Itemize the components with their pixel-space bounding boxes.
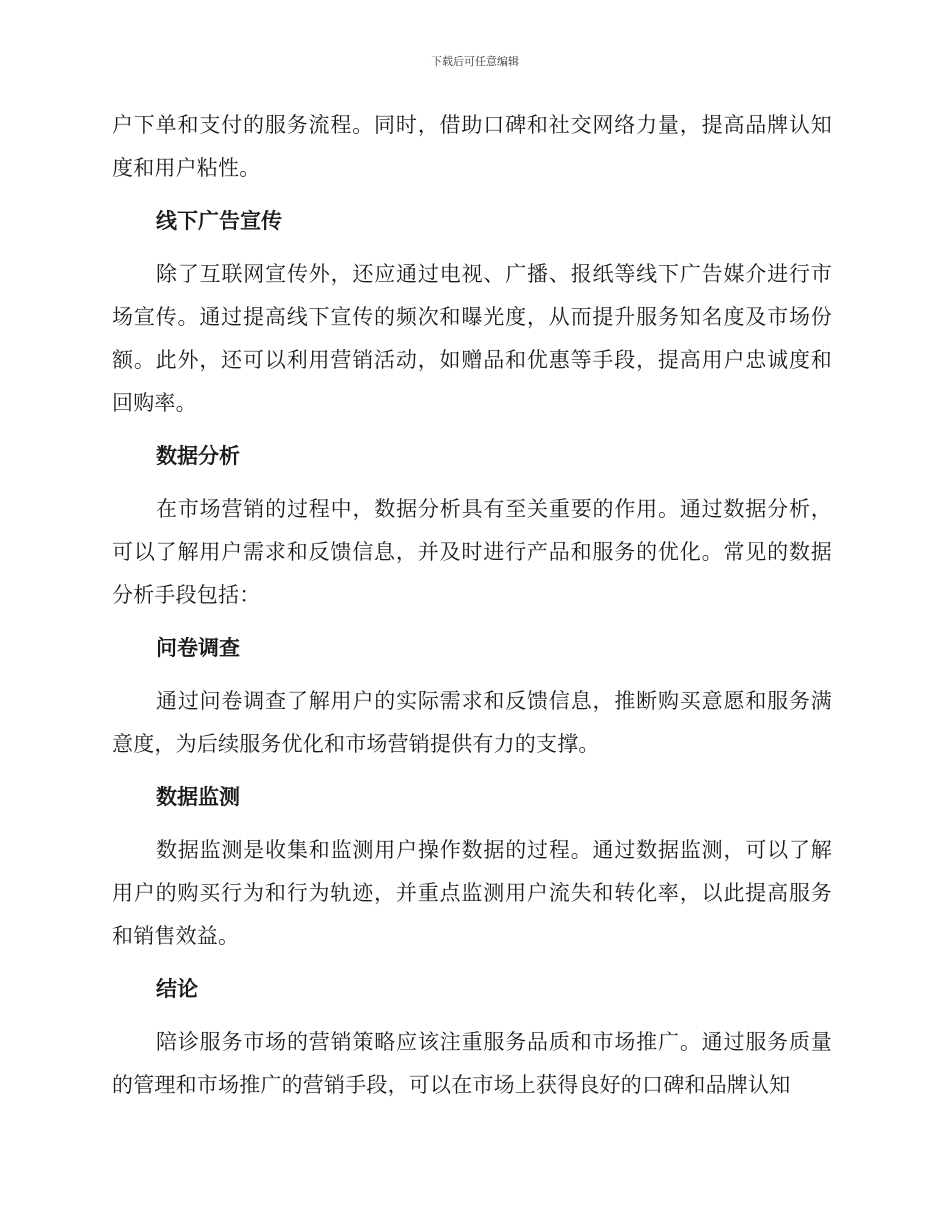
paragraph-offline-advertising: 除了互联网宣传外，还应通过电视、广播、报纸等线下广告媒介进行市场宣传。通过提高线下宣传的频次和曝光度，从而提升服务知名度及市场份额。此外，还可以利用营销活动，如赠品和优惠等手段，提高用户忠诚度和回购率。 [112,262,832,415]
heading-questionnaire: 问卷调查 [156,636,240,660]
paragraph-data-analysis: 在市场营销的过程中，数据分析具有至关重要的作用。通过数据分析，可以了解用户需求和反馈信息，并及时进行产品和服务的优化。常见的数据分析手段包括： [112,497,832,607]
heading-conclusion: 结论 [156,977,198,1001]
document-body [112,104,832,1117]
paragraph-intro-continued: 户下单和支付的服务流程。同时，借助口碑和社交网络力量，提高品牌认知度和用户粘性。 [112,113,832,180]
paragraph-data-monitoring: 数据监测是收集和监测用户操作数据的过程。通过数据监测，可以了解用户的购买行为和行为轨迹，并重点监测用户流失和转化率，以此提高服务和销售效益。 [112,838,832,948]
heading-offline-advertising: 线下广告宣传 [156,209,282,233]
heading-data-analysis: 数据分析 [156,444,240,468]
paragraph-conclusion: 陪诊服务市场的营销策略应该注重服务品质和市场推广。通过服务质量的管理和市场推广的营销手段，可以在市场上获得良好的口碑和品牌认知 [112,1030,832,1097]
paragraph-questionnaire: 通过问卷调查了解用户的实际需求和反馈信息，推断购买意愿和服务满意度，为后续服务优化和市场营销提供有力的支撑。 [112,689,832,756]
page-header: 下载后可任意编辑 [431,55,519,68]
heading-data-monitoring: 数据监测 [156,785,240,809]
